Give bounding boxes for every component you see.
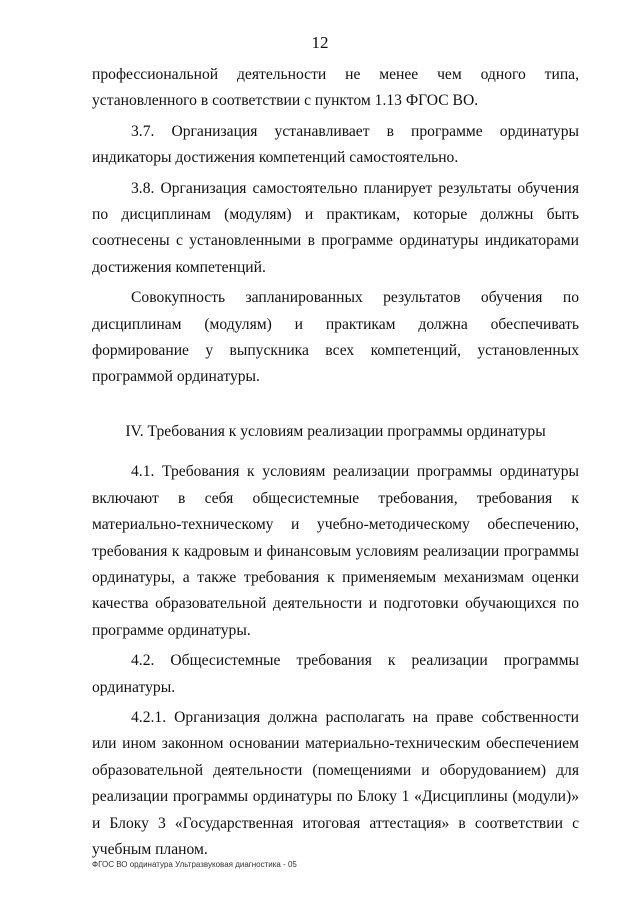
- document-body: [92, 62, 579, 863]
- page-number: 12: [311, 33, 329, 52]
- paragraph-4-2: 4.2. Общесистемные требования к реализации программы ординатуры.: [92, 652, 579, 696]
- paragraph-3-8: 3.8. Организация самостоятельно планирует результаты обучения по дисциплинам (модулям) и практикам, которые должны быть соотнесены с установленными в программе ординатуры индикаторами достижения компетенций.: [92, 179, 579, 276]
- paragraph-aggregate-results: Совокупность запланированных результатов обучения по дисциплинам (модулям) и практикам должна обеспечивать формирование у выпускника всех компетенций, установленных программой ординатуры.: [92, 289, 579, 386]
- page-footer: ФГОС ВО ординатура Ультразвуковая диагностика - 05: [92, 860, 297, 869]
- paragraph-continuation: профессиональной деятельности не менее чем одного типа, установленного в соответствии с пунктом 1.13 ФГОС ВО.: [92, 66, 579, 110]
- paragraph-4-2-1: 4.2.1. Организация должна располагать на праве собственности или ином законном основании материально-техническим обеспечением образовательной деятельности (помещениями и оборудованием) для реализации программы ординатуры по Блоку 1 «Дисциплины (модули)» и Блоку 3 «Государственная итоговая аттестация» в соответствии с учебным планом.: [92, 708, 579, 858]
- paragraph-4-1: 4.1. Требования к условиям реализации программы ординатуры включают в себя общесистемные требования, требования к материально-техническому и учебно-методическому обеспечению, требования к кадровым и финансовым условиям реализации программы ординатуры, а также требования к применяемым механизмам оценки качества образовательной деятельности и подготовки обучающихся по программе ординатуры.: [92, 463, 579, 639]
- paragraph-3-7: 3.7. Организация устанавливает в программе ординатуры индикаторы достижения компетенций самостоятельно.: [92, 122, 579, 167]
- section-heading: IV. Требования к условиям реализации программы ординатуры: [125, 422, 546, 440]
